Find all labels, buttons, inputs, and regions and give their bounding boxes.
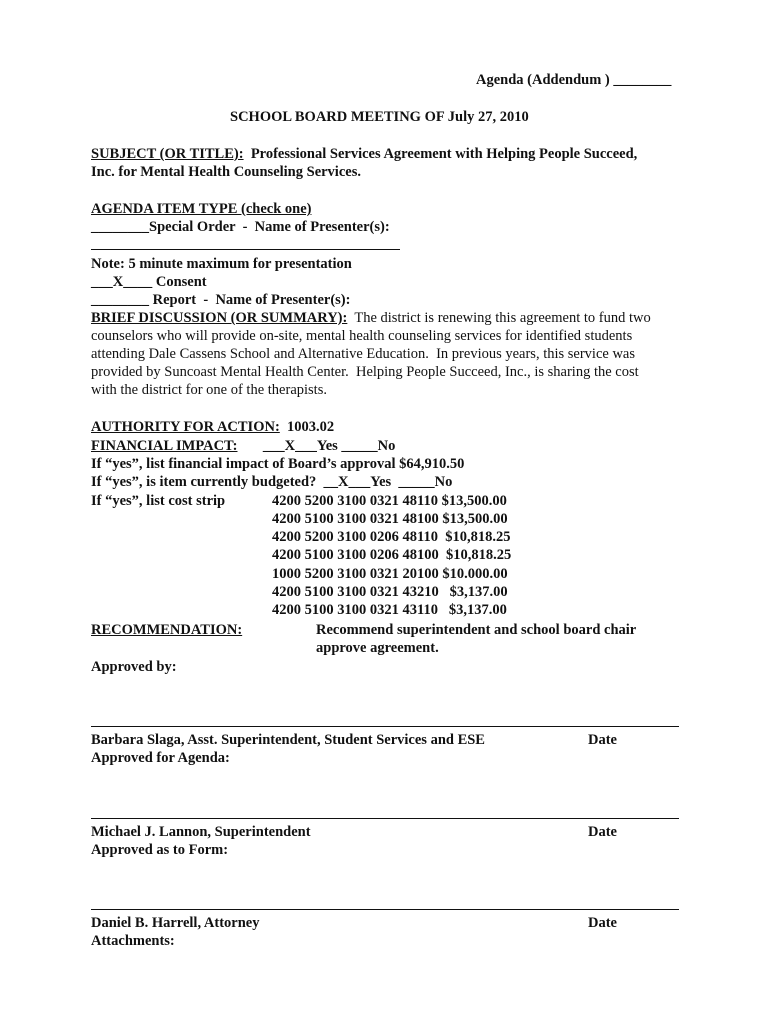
financial-impact-amount: If “yes”, list financial impact of Board’s approval $64,910.50 [91, 456, 465, 472]
brief-discussion-label: BRIEF DISCUSSION (OR SUMMARY): [91, 310, 348, 326]
meeting-title: SCHOOL BOARD MEETING OF July 27, 2010 [230, 109, 529, 125]
subject-label: SUBJECT (OR TITLE): [91, 146, 244, 162]
authority-value: 1003.02 [279, 419, 335, 435]
agenda-addendum-label: Agenda (Addendum ) ________ [476, 72, 672, 88]
special-order-line: ________Special Order - Name of Presenter(s): [91, 219, 390, 235]
presentation-note: Note: 5 minute maximum for presentation [91, 256, 352, 272]
brief-discussion-text-2: counselors who will provide on-site, mental health counseling services for identified students [91, 328, 633, 344]
signature-line [91, 818, 679, 819]
cost-strip-row: 4200 5100 3100 0206 48100 $10,818.25 [272, 547, 512, 563]
agenda-item-type-label: AGENDA ITEM TYPE (check one) [91, 201, 312, 217]
brief-discussion-text-4: provided by Suncoast Mental Health Center. Helping People Succeed, Inc., is sharing the cost [91, 364, 639, 380]
cost-strip-row: 1000 5200 3100 0321 20100 $10.000.00 [272, 566, 508, 582]
authority-label: AUTHORITY FOR ACTION: [91, 419, 280, 435]
cost-strip-row: 4200 5100 3100 0321 48100 $13,500.00 [272, 511, 508, 527]
cost-strip-label: If “yes”, list cost strip [91, 493, 226, 509]
financial-impact-value: ___X___Yes _____No [237, 438, 396, 454]
consent-line: ___X____ Consent [91, 274, 207, 290]
date-label: Date [588, 915, 617, 931]
signature-line [91, 726, 679, 727]
cost-strip-row: 4200 5200 3100 0206 48110 $10,818.25 [272, 529, 511, 545]
cost-strip-row: 4200 5100 3100 0321 43210 $3,137.00 [272, 584, 508, 600]
subject-line-1 [91, 145, 637, 163]
brief-discussion-text-5: with the district for one of the therapists. [91, 382, 327, 398]
date-label: Date [588, 824, 617, 840]
cost-strip-row: 4200 5200 3100 0321 48110 $13,500.00 [272, 493, 507, 509]
financial-impact-line [91, 437, 395, 455]
signer-name: Michael J. Lannon, Superintendent [91, 824, 311, 840]
subject-text-2: Inc. for Mental Health Counseling Services. [91, 164, 361, 180]
brief-discussion-line-1 [91, 309, 651, 327]
signer-name: Barbara Slaga, Asst. Superintendent, Student Services and ESE [91, 732, 485, 748]
date-label: Date [588, 732, 617, 748]
attachments-label: Attachments: [91, 933, 175, 949]
authority-line [91, 418, 334, 436]
brief-discussion-text-3: attending Dale Cassens School and Alternative Education. In previous years, this service was [91, 346, 636, 362]
budgeted-line: If “yes”, is item currently budgeted? __X___Yes _____No [91, 474, 453, 490]
brief-discussion-text-1: The district is renewing this agreement to fund two [347, 310, 651, 326]
signer-name: Daniel B. Harrell, Attorney [91, 915, 260, 931]
approved-for-agenda-label: Approved for Agenda: [91, 750, 230, 766]
subject-text-1: Professional Services Agreement with Helping People Succeed, [243, 146, 638, 162]
cost-strip-row: 4200 5100 3100 0321 43110 $3,137.00 [272, 602, 507, 618]
approved-by-label: Approved by: [91, 659, 177, 675]
recommendation-text-1: Recommend superintendent and school board chair [316, 622, 637, 638]
report-line: ________ Report - Name of Presenter(s): [91, 292, 351, 308]
presenter-blank [91, 249, 400, 250]
signature-line [91, 909, 679, 910]
approved-as-to-form-label: Approved as to Form: [91, 842, 229, 858]
recommendation-text-2: approve agreement. [316, 640, 439, 656]
recommendation-label: RECOMMENDATION: [91, 622, 243, 638]
financial-impact-label: FINANCIAL IMPACT: [91, 438, 238, 454]
